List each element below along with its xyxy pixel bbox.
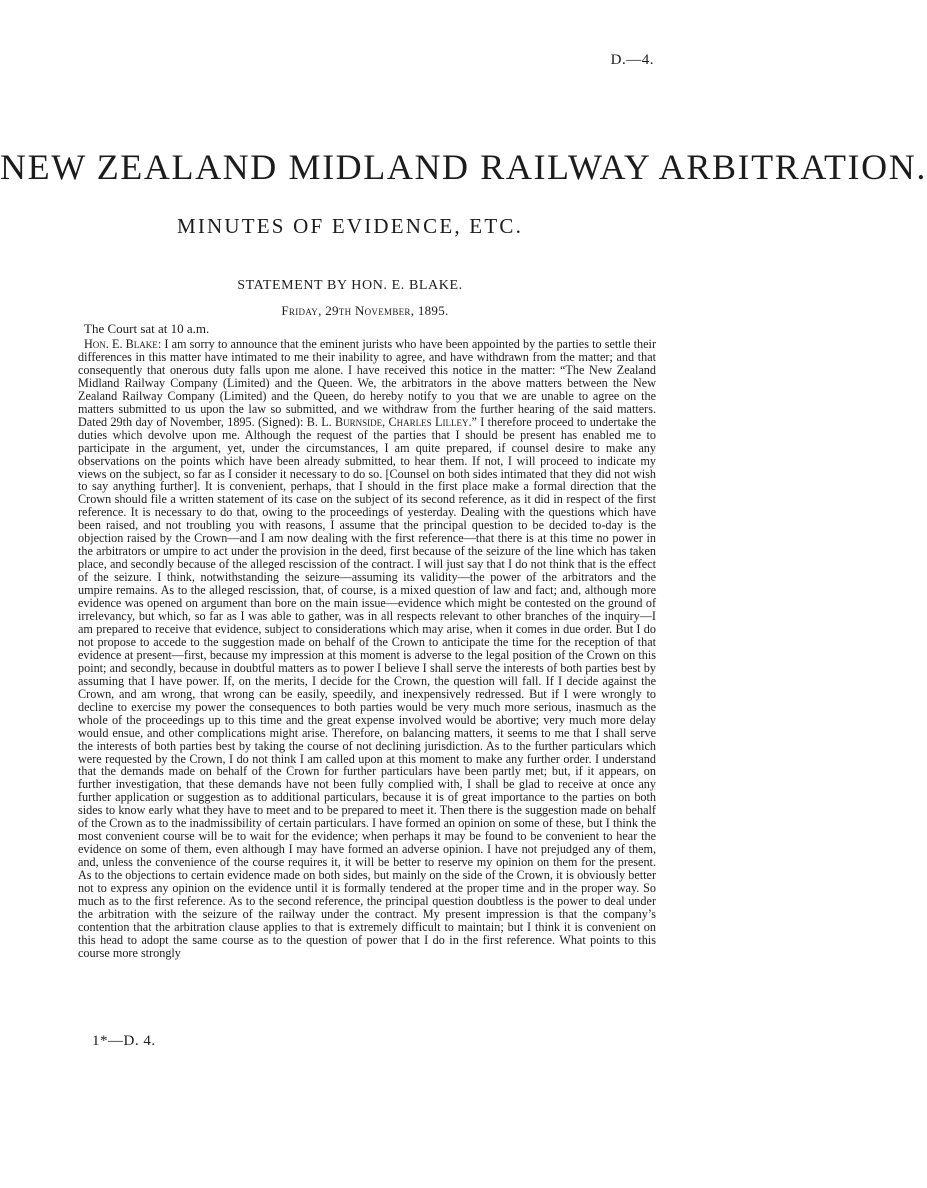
body-text-part-a: : I am sorry to announce that the eminent jurists who have been appointed by the parties to settle their differences in this matter have intimated to me their inability to agree, and have withdrawn from the matter; and that consequently that onerous duty falls upon me alone. I have received this notice in the matter: “The New Zealand Midland Railway Company (Limited) and the Queen. We, the arbitrators in the above matters between the New Zealand Railway Company (Limited) and the Queen, do hereby notify to you that we are unable to agree on the matters submitted to us upon the law so submitted, and we withdraw from the further hearing of the said matters. Dated 29th day of November, 1895. (Signed): [78,337,656,429]
signatories: B. L. Burnside, Charles Lilley [306,414,469,429]
page-title: NEW ZEALAND MIDLAND RAILWAY ARBITRATION. [0,147,927,187]
court-sat-line: The Court sat at 10 a.m. [84,321,210,336]
body-text-part-b: .” I therefore proceed to undertake the duties which devolve upon me. Although the request of the parties that I should be present has enabled me to participate in the argument, yet, under the circumstances, I am quite prepared, if counsel desire to make any observations on the points which have been already submitted, to hear them. If not, I will proceed to indicate my views on the subject, so far as I consider it necessary to do so. [Counsel on both sides intimated that they did not wish to say anything further]. It is convenient, perhaps, that I should in the first place make a formal direction that the Crown should file a written statement of its case on the subject of its second reference, as it did in respect of the first reference. It is necessary to do that, owing to the proceedings of yesterday. Dealing with the questions which have been raised, and not troubling you with reasons, I assume that the principal question to be decided to-day is the objection raised by the Crown—and I am now dealing with the first reference—that there is at this time no power in the arbitrators or umpire to act under the provision in the deed, first because of the seizure of the line which has taken place, and secondly because of the alleged rescission of the contract. I will just say that I do not think that is the effect of the seizure. I think, notwithstanding the seizure—assuming its validity—the power of the arbitrators and the umpire remains. As to the alleged rescission, that, of course, is a mixed question of law and fact; and, although more evidence was opened on argument than bore on the main issue—evidence which might be contested on the ground of irrelevancy, but which, so far as I was able to gather, was in all respects relevant to other branches of the inquiry—I am prepared to receive that evidence, subject to considerations which may arise, when it comes in due order. But I do not propose to accede to the suggestion made on behalf of the Crown to anticipate the time for the reception of that evidence at present—first, because my impression at this moment is adverse to the legal position of the Crown on this point; and secondly, because in doubtful matters as to power I believe I shall serve the interests of both parties best by assuming that I have power. If, on the merits, I decide for the Crown, the question will fall. If I decide against the Crown, and am wrong, that wrong can be easily, speedily, and inexpensively redressed. But if I were wrongly to decline to exercise my power the consequences to both parties would be very much more serious, inasmuch as the whole of the proceedings up to this time and the great expense involved would be abortive; very much more delay would ensue, and other complications might arise. Therefore, on balancing matters, it seems to me that I shall serve the interests of both parties best by taking the course of not declining jurisdiction. As to the further particulars which were requested by the Crown, I do not think I am called upon at this moment to make any further order. I understand that the demands made on behalf of the Crown for further particulars have been partly met; but, if it appears, on further investigation, that these demands have not been fully complied with, I shall be glad to receive at once any further application or suggestion as to additional particulars, because it is of great importance to the parties on both sides to know early what they have to meet and to be prepared to meet it. Then there is the suggestion made on behalf of the Crown as to the inadmissibility of certain particulars. I have formed an opinion on some of these, but I think the most convenient course will be to wait for the evidence; when perhaps it may be found to be convenient to hear the evidence on some of them, even although I may have formed an adverse opinion. I have not prejudged any of them, and, unless the convenience of the course requires it, it will be better to reserve my opinion on them for the present. As to the objections to certain evidence made on both sides, but mainly on the side of the Crown, it is obviously better not to express any opinion on the evidence until it is formally tendered at the proper time and in the proper way. So much as to the first reference. As to the second reference, the principal question doubtless is the power to deal under the arbitration with the seizure of the railway under the contract. My present impression is that the company’s contention that the arbitration clause applies to that is extremely difficult to maintain; but I think it is convenient on this head to adopt the same course as to the question of power that I do in the first reference. What points to this course more strongly [78,414,656,960]
sheet-mark: 1*—D. 4. [92,1033,156,1049]
date-line: Friday, 29th November, 1895. [281,303,449,318]
document-reference: D.—4. [610,52,654,68]
statement-heading: STATEMENT BY HON. E. BLAKE. [237,278,463,293]
speaker-name: Hon. E. Blake [84,337,158,351]
statement-body [78,338,656,960]
page-subtitle: MINUTES OF EVIDENCE, ETC. [176,214,524,238]
